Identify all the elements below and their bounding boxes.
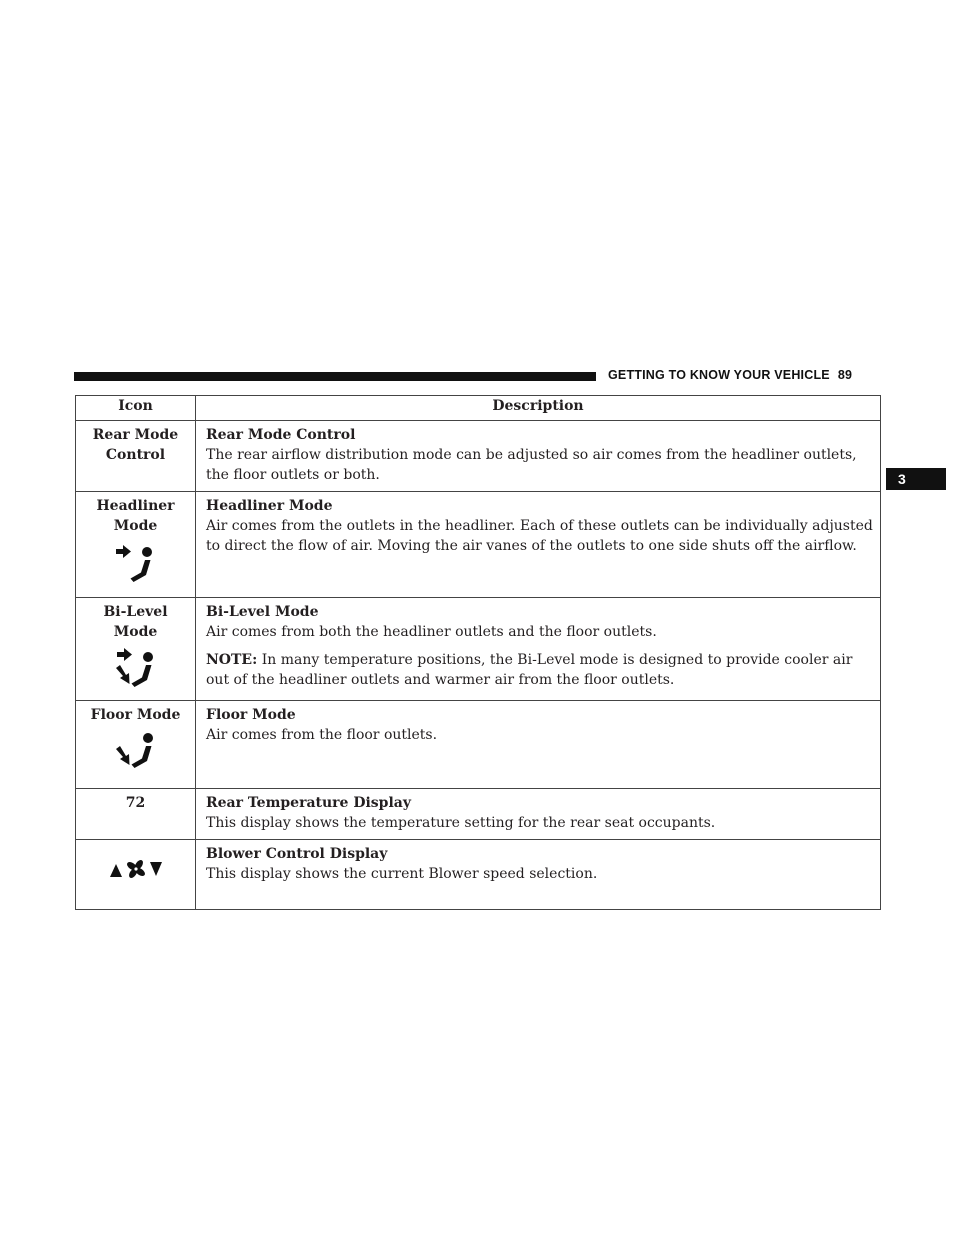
running-header [608,368,852,382]
column-header-icon: Icon [76,396,196,421]
description-cell [196,492,881,598]
icon-cell [76,598,196,701]
description-cell [196,840,881,910]
row-text: Air comes from both the headliner outlets and the floor outlets. [206,624,657,640]
headliner-mode-icon [114,542,158,590]
icon-label: Bi-Level Mode [103,604,168,640]
row-title: Bi-Level Mode [206,604,319,620]
blower-speed-icon [109,858,163,880]
icon-cell [76,789,196,840]
icon-label: Headliner Mode [96,498,175,534]
note [206,650,874,690]
note-label: NOTE: [206,652,258,668]
table-row [76,840,881,910]
description-cell [196,598,881,701]
table-row [76,598,881,701]
row-text: Air comes from the floor outlets. [206,727,438,743]
row-title: Rear Temperature Display [206,795,411,811]
floor-mode-icon [113,731,159,777]
row-title: Blower Control Display [206,846,388,862]
icon-cell [76,701,196,789]
row-text: This display shows the current Blower speed selection. [206,866,598,882]
icon-cell [76,492,196,598]
climate-controls-table [75,395,881,910]
header-rule [74,372,596,381]
bilevel-mode-icon [113,648,159,696]
icon-cell [76,840,196,910]
table-row [76,492,881,598]
description-cell [196,421,881,492]
icon-label: Rear Mode Control [92,427,179,463]
icon-cell [76,421,196,492]
table-row [76,789,881,840]
icon-label: Floor Mode [90,707,181,723]
row-title: Floor Mode [206,707,296,723]
chapter-tab: 3 [886,468,946,490]
temperature-value: 72 [125,795,146,811]
row-text: This display shows the temperature setting for the rear seat occupants. [206,815,716,831]
table-row [76,421,881,492]
column-header-description: Description [196,396,881,421]
page-number: 89 [837,368,853,382]
row-title: Headliner Mode [206,498,333,514]
table-row [76,701,881,789]
row-text: The rear airflow distribution mode can be adjusted so air comes from the headliner outlets, the floor outlets or both. [206,447,857,483]
row-text: Air comes from the outlets in the headliner. Each of these outlets can be individually adjusted to direct the flow of air. Moving the air vanes of the outlets to one side shuts off the airflow. [206,518,873,554]
note-text: In many temperature positions, the Bi-Level mode is designed to provide cooler air out of the headliner outlets and warmer air from the floor outlets. [206,652,853,688]
row-title: Rear Mode Control [206,427,356,443]
section-title: GETTING TO KNOW YOUR VEHICLE [608,368,830,382]
table-header-row [76,396,881,421]
description-cell [196,701,881,789]
description-cell [196,789,881,840]
